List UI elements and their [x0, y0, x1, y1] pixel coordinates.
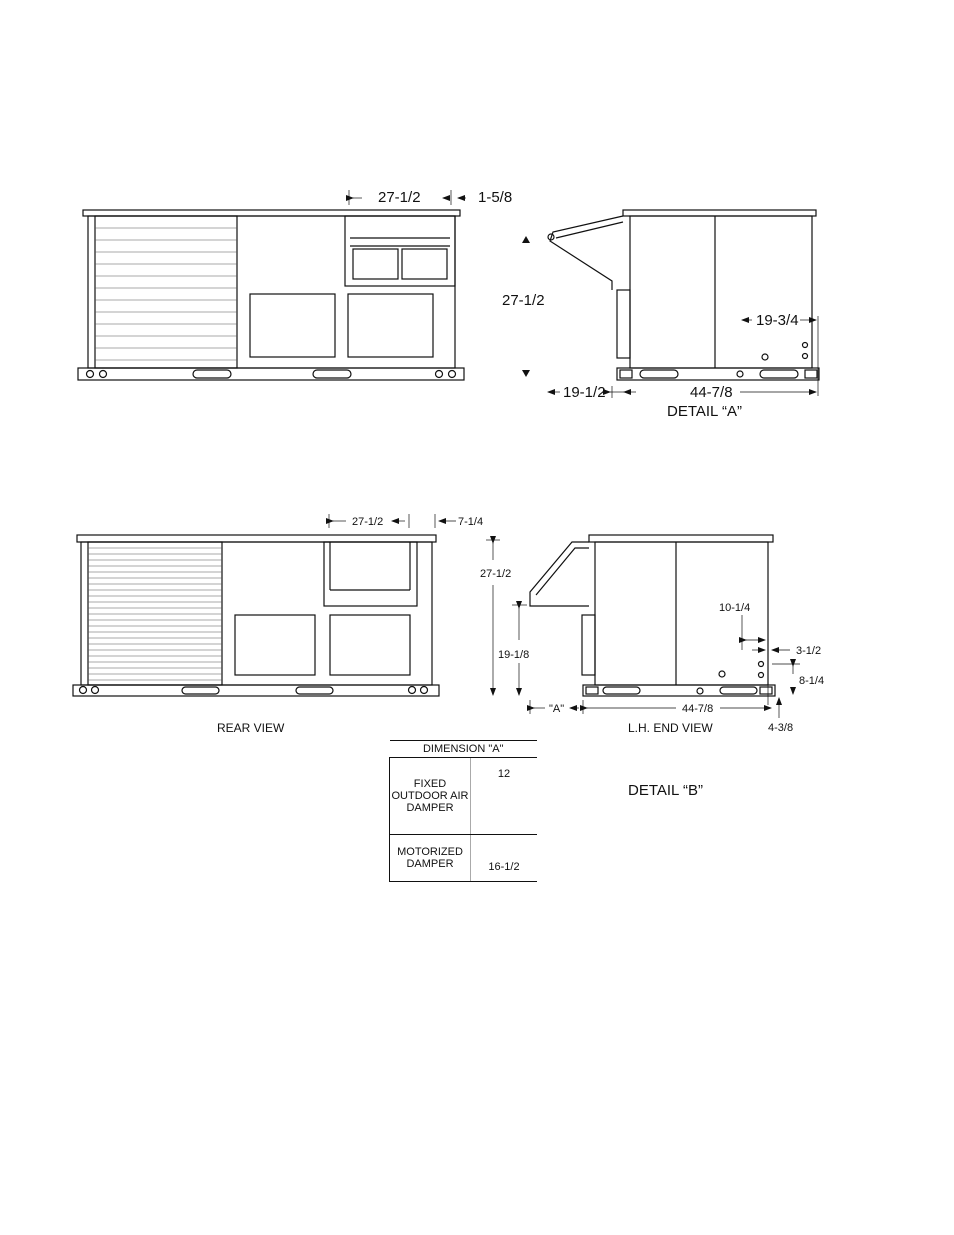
bottom-dim-inset-d: 4-3/8 [768, 722, 794, 734]
bottom-dim-depth: 44-7/8 [682, 703, 714, 715]
bottom-dim-inset-c: 8-1/4 [799, 675, 825, 687]
bottom-end-view [530, 535, 775, 696]
bottom-rear-view [73, 535, 439, 696]
condenser-grille [88, 542, 222, 685]
top-dim-left: 19-1/2 [563, 384, 606, 401]
table-row [390, 758, 538, 835]
dimension-table-header: DIMENSION "A" [390, 741, 538, 758]
bottom-dim-height-total: 27-1/2 [480, 568, 512, 580]
dimension-value-cell: 16-1/2 [471, 835, 538, 882]
condenser-grille [95, 216, 237, 368]
end-view-label: L.H. END VIEW [628, 721, 713, 735]
top-dim-depth: 44-7/8 [690, 384, 733, 401]
damper-type-cell: FIXED OUTDOOR AIR DAMPER [390, 758, 471, 835]
damper-type-cell: MOTORIZED DAMPER [390, 835, 471, 882]
bottom-dim-offset: 7-1/4 [458, 516, 484, 528]
bottom-dim-inset-a: 10-1/4 [719, 602, 751, 614]
detail-a-caption: DETAIL “A” [667, 403, 743, 420]
detail-b-caption: DETAIL “B” [628, 782, 704, 799]
dimension-value-cell: 12 [471, 758, 538, 835]
bottom-dim-width: 27-1/2 [352, 516, 384, 528]
top-dim-width: 27-1/2 [378, 189, 421, 206]
bottom-dim-height-hood: 19-1/8 [498, 649, 530, 661]
rear-view-label: REAR VIEW [217, 721, 285, 735]
top-end-view [548, 210, 819, 380]
top-dim-height: 27-1/2 [502, 292, 545, 309]
top-dim-offset: 1-5/8 [478, 189, 513, 206]
dimension-a-table [389, 740, 537, 882]
top-rear-view [78, 210, 464, 380]
bottom-dim-hood-depth: "A" [549, 703, 565, 715]
table-row [390, 835, 538, 882]
bottom-dim-inset-b: 3-1/2 [796, 645, 822, 657]
top-dim-inset: 19-3/4 [756, 312, 799, 329]
